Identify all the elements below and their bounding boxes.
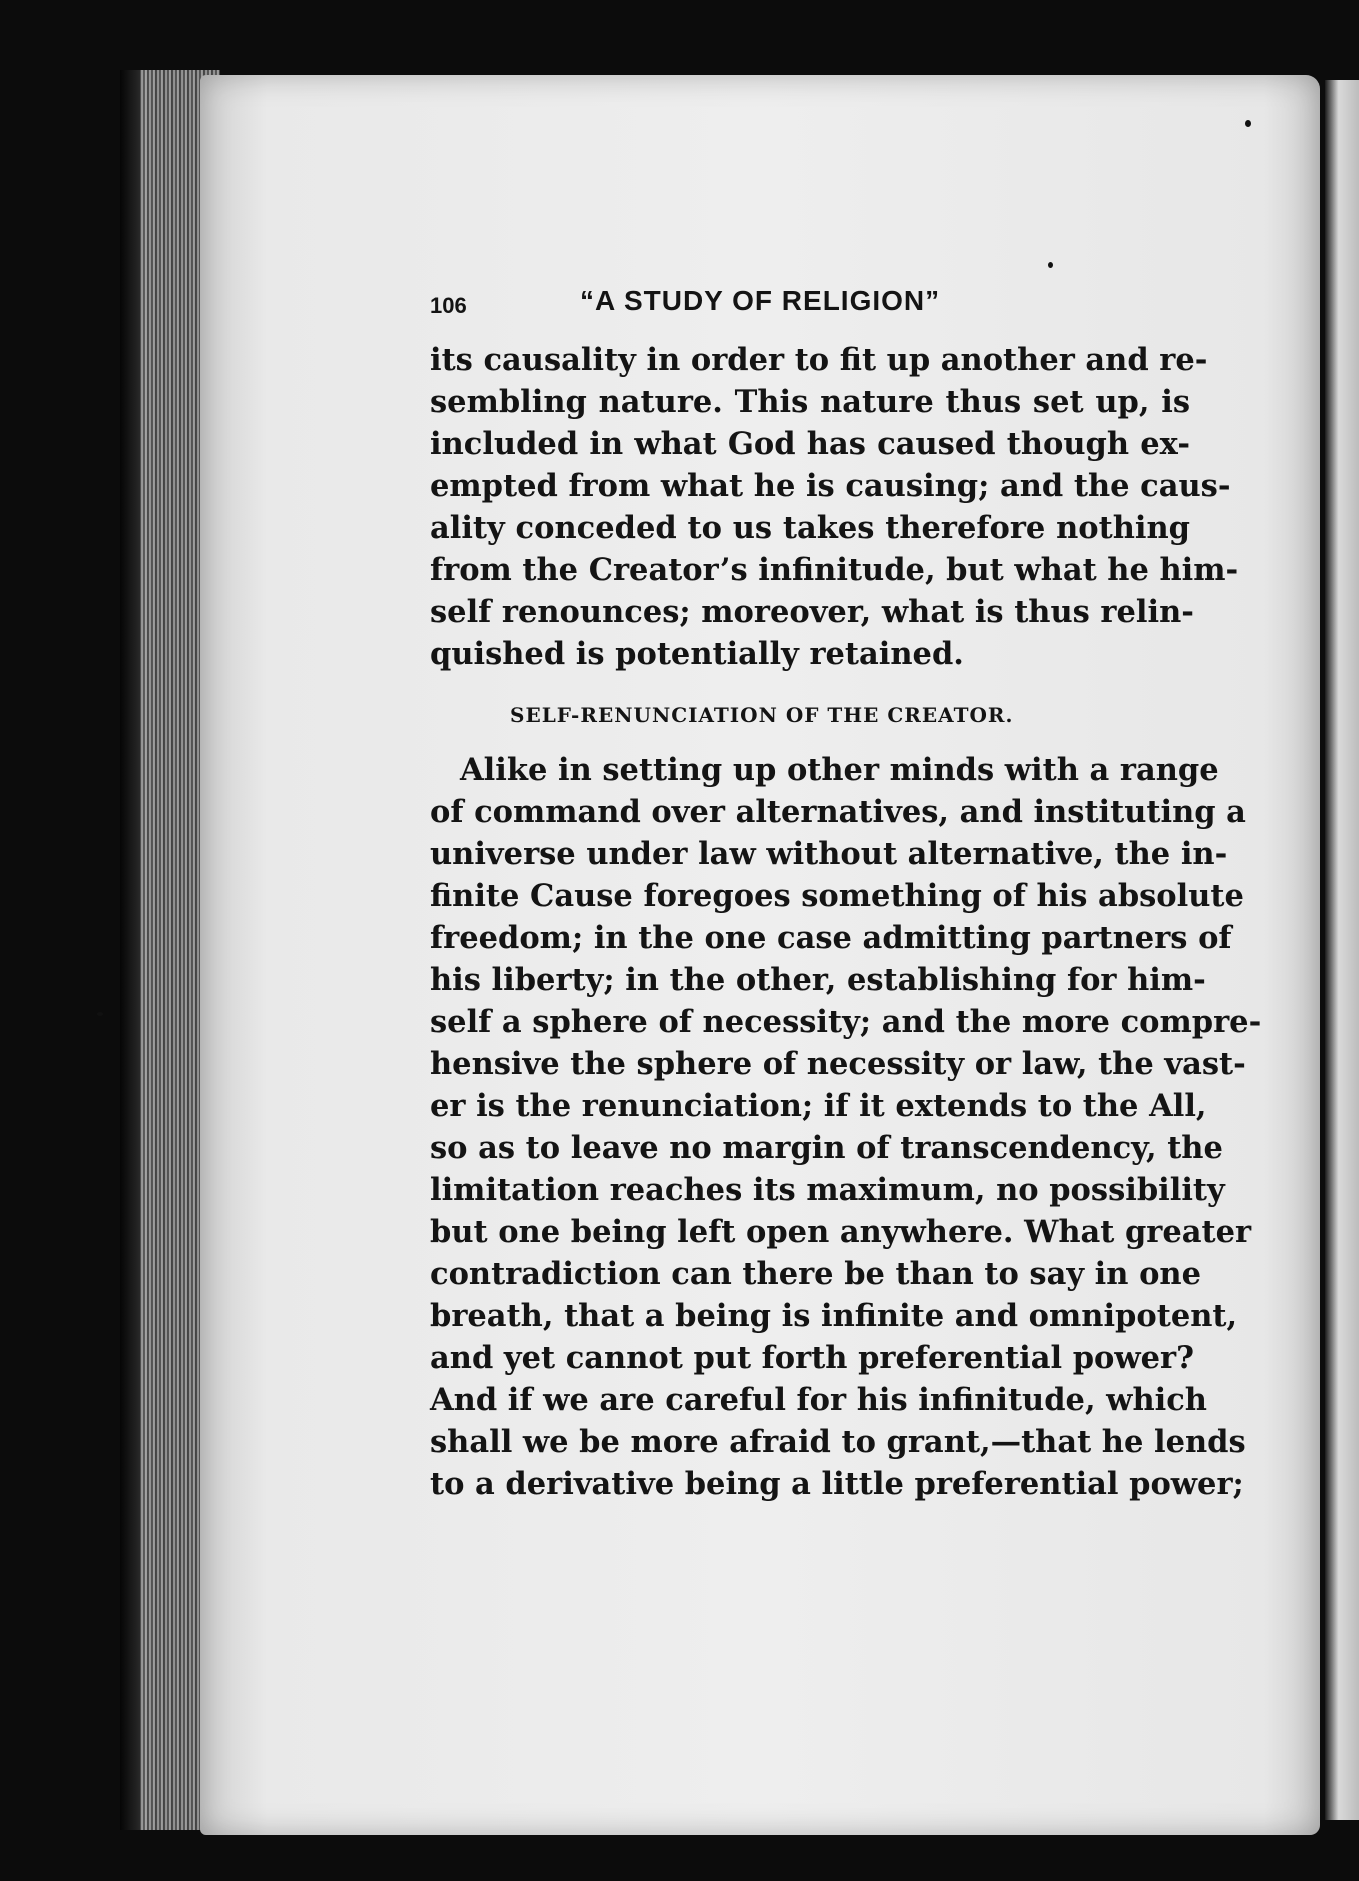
running-head-title: “A STUDY OF RELIGION” bbox=[580, 285, 941, 316]
section-heading: SELF-RENUNCIATION OF THE CREATOR. bbox=[510, 703, 1014, 727]
paragraph-line: And if we are careful for his infinitude, which bbox=[430, 1382, 1207, 1418]
paragraph-line: and yet cannot put forth preferential power? bbox=[430, 1340, 1194, 1376]
paragraph-line: his liberty; in the other, establishing for him- bbox=[430, 962, 1206, 998]
page-number: 106 bbox=[430, 293, 467, 318]
ink-speck bbox=[1048, 262, 1053, 268]
running-head bbox=[430, 285, 1190, 331]
paragraph-line: so as to leave no margin of transcendency, the bbox=[430, 1130, 1223, 1166]
paragraph-line: to a derivative being a little preferential power; bbox=[430, 1466, 1244, 1502]
paragraph-line: self a sphere of necessity; and the more compre- bbox=[430, 1004, 1262, 1040]
paragraph-line: breath, that a being is infinite and omnipotent, bbox=[430, 1298, 1238, 1334]
ink-speck bbox=[1245, 120, 1251, 127]
paragraph-line: shall we be more afraid to grant,—that he lends bbox=[430, 1424, 1246, 1460]
paragraph-line: finite Cause foregoes something of his absolute bbox=[430, 878, 1244, 914]
paragraph-line: empted from what he is causing; and the caus- bbox=[430, 468, 1231, 504]
paragraph-2 bbox=[430, 749, 1262, 1505]
paragraph-line: sembling nature. This nature thus set up, is bbox=[430, 384, 1190, 420]
paragraph-line: Alike in setting up other minds with a range bbox=[460, 752, 1219, 788]
paragraph-line: limitation reaches its maximum, no possibility bbox=[430, 1172, 1225, 1208]
paragraph-line: ality conceded to us takes therefore nothing bbox=[430, 510, 1190, 546]
paragraph-line: contradiction can there be than to say in one bbox=[430, 1256, 1201, 1292]
ink-speck bbox=[97, 1012, 103, 1016]
facing-page-edge bbox=[1325, 80, 1359, 1820]
text-block bbox=[430, 285, 1262, 1505]
paragraph-line: but one being left open anywhere. What greater bbox=[430, 1214, 1252, 1250]
paragraph-line: hensive the sphere of necessity or law, the vast- bbox=[430, 1046, 1246, 1082]
paragraph-line: of command over alternatives, and instituting a bbox=[430, 794, 1246, 830]
paragraph-line: from the Creator’s infinitude, but what he him- bbox=[430, 552, 1239, 588]
paragraph-1 bbox=[430, 339, 1239, 675]
paragraph-line: self renounces; moreover, what is thus relin- bbox=[430, 594, 1194, 630]
paragraph-line: quished is potentially retained. bbox=[430, 636, 964, 672]
paragraph-line: freedom; in the one case admitting partners of bbox=[430, 920, 1232, 956]
paragraph-line: universe under law without alternative, the in- bbox=[430, 836, 1228, 872]
paragraph-line: its causality in order to fit up another and re- bbox=[430, 342, 1208, 378]
paragraph-line: er is the renunciation; if it extends to the All, bbox=[430, 1088, 1207, 1124]
paragraph-line: included in what God has caused though ex- bbox=[430, 426, 1190, 462]
